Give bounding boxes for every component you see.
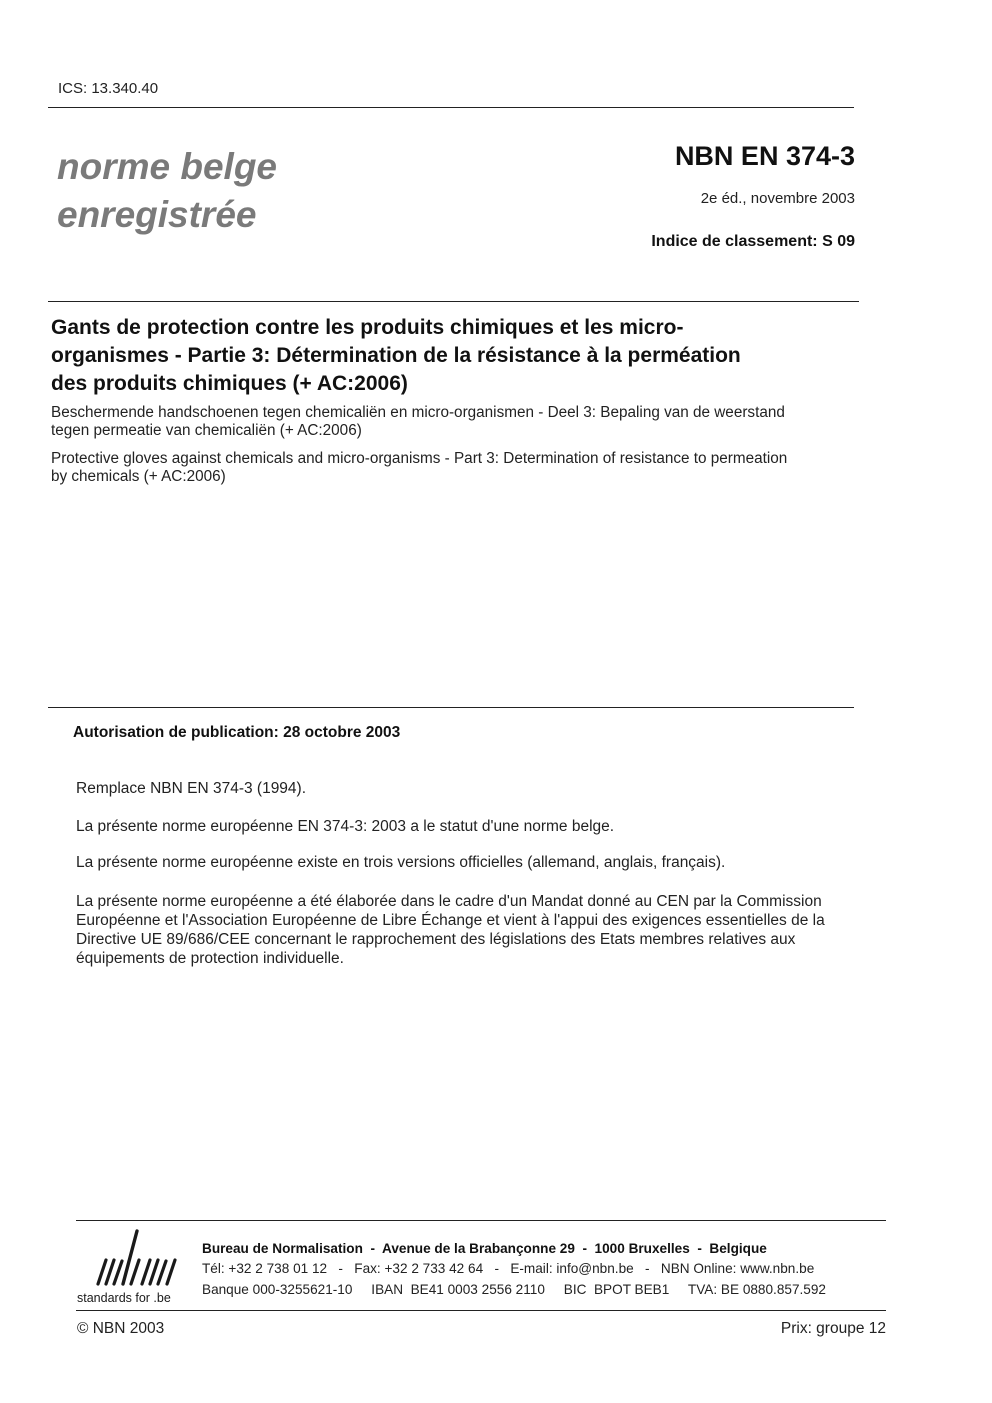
mandate-line: équipements de protection individuelle.	[76, 950, 344, 967]
title-fr-line: Gants de protection contre les produits chimiques et les micro-	[51, 316, 684, 339]
title-dutch	[51, 404, 871, 440]
mandate-line: Européenne et l'Association Européenne de Libre Échange et vient à l'appui des exigences essentielles de la	[76, 912, 825, 929]
title-french	[51, 314, 851, 398]
bank-details: Banque 000-3255621-10 IBAN BE41 0003 2556 2110 BIC BPOT BEB1 TVA: BE 0880.857.592	[202, 1282, 826, 1297]
logo-tagline: standards for .be	[77, 1291, 171, 1305]
footer-divider-bottom	[76, 1310, 886, 1311]
mandate-line: La présente norme européenne a été élaborée dans le cadre d'un Mandat donné au CEN par la Commission	[76, 893, 822, 910]
mandate-line: Directive UE 89/686/CEE concernant le rapprochement des législations des Etats membres relatives aux	[76, 931, 796, 948]
status-paragraph: La présente norme européenne EN 374-3: 2003 a le statut d'une norme belge.	[76, 818, 615, 835]
title-fr-line: des produits chimiques (+ AC:2006)	[51, 372, 408, 395]
mandate-paragraph	[76, 892, 896, 968]
edition-date: 2e éd., novembre 2003	[700, 190, 855, 207]
norme-line-1: norme belge	[57, 146, 277, 187]
contact-details: Tél: +32 2 738 01 12 - Fax: +32 2 733 42 64 - E-mail: info@nbn.be - NBN Online: www.nbn.be	[202, 1261, 815, 1276]
versions-paragraph: La présente norme européenne existe en trois versions officielles (allemand, anglais, français).	[76, 854, 726, 871]
standard-number: NBN EN 374-3	[674, 141, 855, 171]
norme-label	[57, 143, 277, 239]
title-en-line: Protective gloves against chemicals and micro-organisms - Part 3: Determination of resistance to permeation	[51, 450, 788, 467]
ics-code: ICS: 13.340.40	[58, 80, 159, 97]
price-group: Prix: groupe 12	[780, 1320, 886, 1337]
organisation-address: Bureau de Normalisation - Avenue de la Brabançonne 29 - 1000 Bruxelles - Belgique	[202, 1241, 767, 1256]
body-divider	[48, 707, 854, 708]
nbn-logo-mark	[76, 1228, 186, 1308]
publication-authorisation: Autorisation de publication: 28 octobre 2003	[73, 724, 401, 741]
footer-divider-top	[76, 1220, 886, 1221]
title-nl-line: tegen permeatie van chemicaliën (+ AC:2006)	[51, 422, 362, 439]
copyright: © NBN 2003	[77, 1320, 165, 1337]
title-divider	[48, 301, 859, 302]
classification-index: Indice de classement: S 09	[651, 233, 855, 250]
title-english	[51, 450, 871, 486]
norme-line-2: enregistrée	[57, 194, 257, 235]
title-fr-line: organismes - Partie 3: Détermination de la résistance à la perméation	[51, 344, 741, 367]
title-nl-line: Beschermende handschoenen tegen chemicaliën en micro-organismen - Deel 3: Bepaling van de weerstand	[51, 404, 785, 421]
top-divider	[48, 107, 854, 108]
title-en-line: by chemicals (+ AC:2006)	[51, 468, 226, 485]
nbn-logo	[76, 1228, 186, 1308]
replaces-paragraph: Remplace NBN EN 374-3 (1994).	[76, 780, 307, 797]
